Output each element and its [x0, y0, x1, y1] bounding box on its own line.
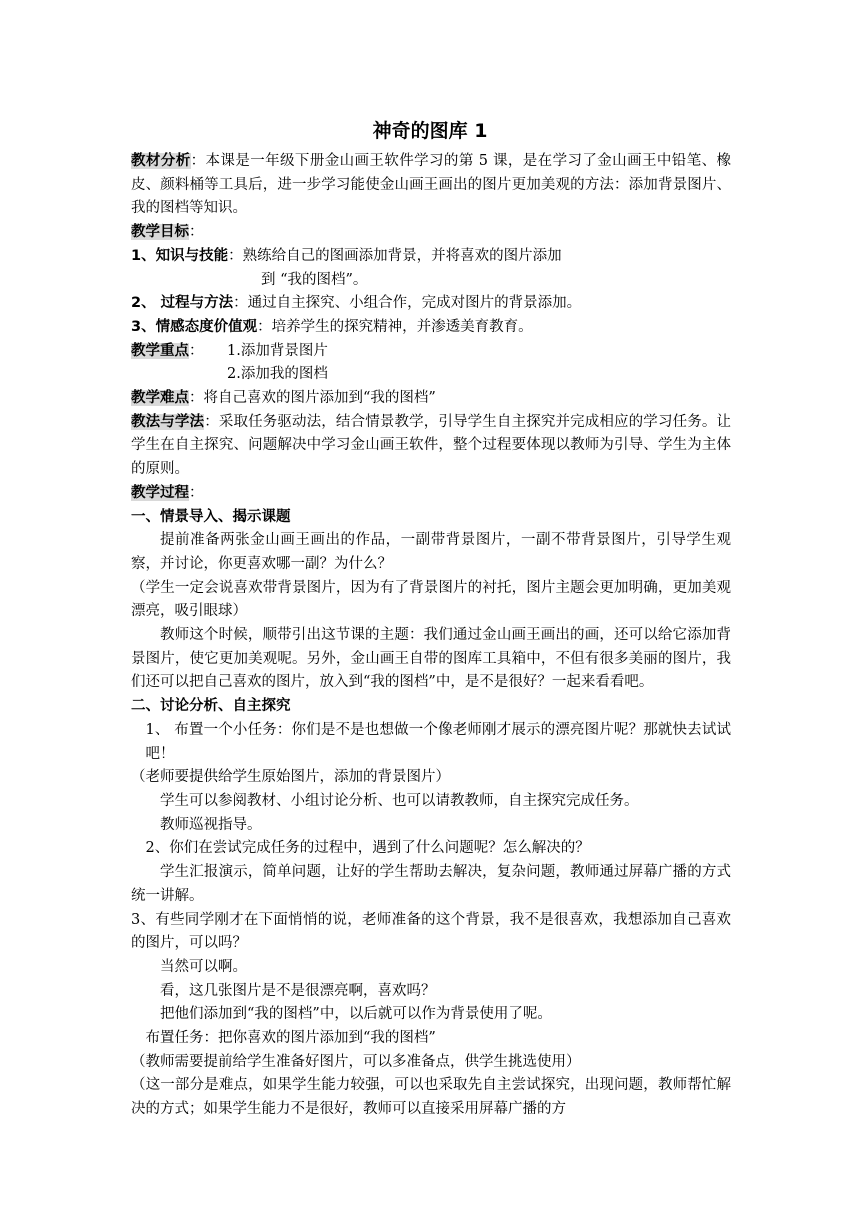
difficulty-text: ：将自己喜欢的图片添加到“我的图档” [189, 390, 436, 407]
teacher-note-2: （这一部分是难点，如果学生能力较强，可以也采取先自主尝试探究，出现问题，教师帮忙解决的方式；如果学生能力不是很好，教师可以直接采用屏幕广播的方 [131, 1077, 731, 1118]
analysis-label: 教材分析 [131, 153, 191, 169]
process-heading [131, 482, 731, 506]
method-label: 教法与学法 [131, 413, 205, 430]
goal-3-label: 3、情感态度价值观 [131, 318, 258, 335]
goal-1-label: 1、知识与技能 [131, 247, 229, 264]
task-3-detail-c: 把他们添加到“我的图档”中，以后就可以作为背景使用了呢。 [160, 1006, 552, 1023]
document-body [131, 150, 731, 1122]
goal-2-text: ：通过自主探究、小组合作，完成对图片的背景添加。 [233, 295, 582, 312]
task-1-detail-b: 教师巡视指导。 [160, 816, 262, 833]
part1-heading: 一、情景导入、揭示课题 [131, 508, 291, 525]
key-point-1: 1.添加背景图片 [227, 342, 328, 359]
task-2: 2、你们在尝试完成任务的过程中，遇到了什么问题呢？怎么解决的？ [145, 840, 590, 857]
process-suffix: ： [189, 484, 204, 501]
part2-heading: 二、讨论分析、自主探究 [131, 698, 291, 715]
goal-item-3 [131, 316, 731, 340]
document-title: 神奇的图库 1 [372, 120, 488, 142]
task-3-detail-b: 看，这几张图片是不是很漂亮啊，喜欢吗？ [160, 982, 436, 999]
method-paragraph [131, 411, 731, 482]
goal-item-1 [131, 245, 731, 269]
analysis-text: ：本课是一年级下册金山画王软件学习的第 5 课，是在学习了金山画王中铅笔、橡皮、颜料桶等工具后，进一步学习能使金山画王画出的图片更加美观的方法：添加背景图片、我的图档等知识。 [131, 153, 731, 217]
task-1-detail-a: 学生可以参阅教材、小组讨论分析、也可以请教教师，自主探究完成任务。 [160, 792, 639, 809]
goal-3-text: ：培养学生的探究精神，并渗透美育教育。 [257, 318, 533, 335]
teacher-note-1: （教师需要提前给学生准备好图片，可以多准备点，供学生挑选使用） [131, 1053, 581, 1070]
part1-paragraph-2: （学生一定会说喜欢带背景图片，因为有了背景图片的衬托，图片主题会更加明确，更加美观漂亮，吸引眼球） [131, 579, 731, 620]
goal-2-label: 2、 过程与方法 [131, 295, 234, 312]
goals-suffix: ： [189, 224, 204, 241]
goals-label: 教学目标 [131, 224, 189, 241]
goals-heading [131, 221, 731, 245]
goal-1-text: ：熟练给自己的图画添加背景，并将喜欢的图片添加 [228, 247, 562, 264]
task-1-note: （老师要提供给学生原始图片，添加的背景图片） [131, 769, 450, 786]
key-points-label: 教学重点 [131, 342, 189, 359]
method-text: ：采取任务驱动法，结合情景教学，引导学生自主探究并完成相应的学习任务。让学生在自主探究、问题解决中学习金山画王软件，整个过程要体现以教师为引导、学生为主体的原则。 [131, 413, 731, 478]
difficulty-label: 教学难点 [131, 390, 189, 407]
key-points-suffix: ： [189, 342, 204, 359]
difficulty-paragraph [131, 387, 731, 411]
task-3-detail-a: 当然可以啊。 [160, 958, 247, 975]
task-3: 3、有些同学刚才在下面悄悄的说，老师准备的这个背景，我不是很喜欢，我想添加自己喜欢的图片，可以吗？ [131, 911, 731, 952]
task-2-detail: 学生汇报演示，简单问题，让好的学生帮助去解决，复杂问题，教师通过屏幕广播的方式统一讲解。 [131, 864, 731, 904]
process-label: 教学过程 [131, 484, 189, 501]
analysis-paragraph [131, 150, 731, 221]
task-1: 1、 布置一个小任务：你们是不是也想做一个像老师刚才展示的漂亮图片呢？那就快去试试吧！ [145, 721, 731, 762]
key-points-line-2 [131, 363, 731, 387]
assign-task: 布置任务：把你喜欢的图片添加到“我的图档” [145, 1030, 436, 1047]
goal-item-1-continuation: 到 “我的图档”。 [261, 271, 368, 288]
part1-paragraph-3: 教师这个时候，顺带引出这节课的主题：我们通过金山画王画出的画，还可以给它添加背景图片，使它更加美观呢。另外，金山画王自带的图库工具箱中，不但有很多美丽的图片，我们还可以把自己喜欢的图片，放入到“我的图档”中，是不是很好？一起来看看吧。 [131, 627, 731, 691]
goal-item-2 [131, 292, 731, 316]
key-point-2: 2.添加我的图档 [227, 366, 328, 383]
part1-paragraph-1: 提前准备两张金山画王画出的作品，一副带背景图片，一副不带背景图片，引导学生观察，并讨论，你更喜欢哪一副？为什么？ [131, 532, 731, 572]
key-points-line-1 [131, 340, 731, 364]
